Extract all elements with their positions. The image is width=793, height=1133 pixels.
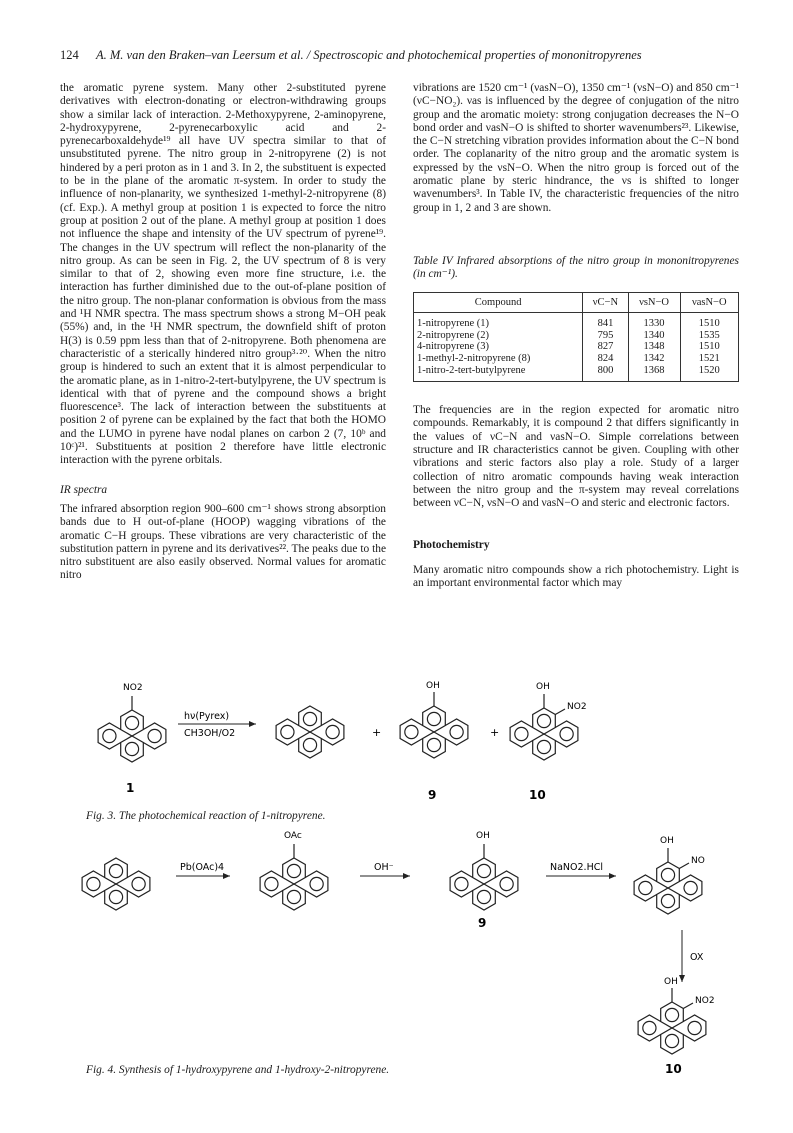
figure-3-caption: Fig. 3. The photochemical reaction of 1-nitropyrene. <box>86 810 326 822</box>
no2-label: NO2 <box>695 996 715 1006</box>
oh-label: OH <box>660 836 674 846</box>
table-row <box>414 330 739 342</box>
header-vcn: νC−N <box>583 292 628 313</box>
cell-vcn: 827 <box>583 341 628 353</box>
oac-label: OAc <box>284 831 302 841</box>
compound-number-9: 9 <box>428 788 437 802</box>
cell-vcn: 800 <box>583 365 628 382</box>
reagent-hv: hν(Pyrex) <box>184 711 230 722</box>
table-row <box>414 365 739 382</box>
running-title: A. M. van den Braken–van Leersum et al. / Spectroscopic and photochemical properties of mononitropyrenes <box>96 48 642 62</box>
cell-vsno: 1330 <box>628 313 680 330</box>
cell-vsno: 1342 <box>628 353 680 365</box>
cell-vcn: 795 <box>583 330 628 342</box>
reagent-nitrite: NaNO2.HCl <box>550 862 603 873</box>
cell-vasno: 1535 <box>680 330 739 342</box>
right-paragraph-1: vibrations are 1520 cm⁻¹ (νasN−O), 1350 cm⁻¹ (νsN−O) and 850 cm⁻¹ (νC−NO₂). νas is influenced by the degree of conjugation of the nitro group and the aromatic moiety: strong conjugation decreases the N−O bond order and νasN−O is shifted to shorter wavenumbers²³. Likewise, the C−N stretching vibration provides information about the C−N bond order. The coplanarity of the nitro group and the aromatic system is expressed by the νsN−O. When the nitro group is forced out of the aromatic plane by steric hindrance, the νs is shifted to longer wavenumbers³. In Table IV, the characteristic frequencies of the nitro group in 1, 2 and 3 are shown. <box>413 82 739 214</box>
cell-vsno: 1340 <box>628 330 680 342</box>
left-column <box>60 82 386 583</box>
no2-label: NO2 <box>123 683 143 693</box>
hydroxypyrene-structure-9 <box>450 858 518 910</box>
right-column <box>413 82 739 590</box>
cell-vasno: 1520 <box>680 365 739 382</box>
reagent-ox: OX <box>690 952 704 963</box>
header-compound: Compound <box>414 292 583 313</box>
substituent-bond <box>555 709 565 715</box>
cell-compound: 2-nitropyrene (2) <box>414 330 583 342</box>
reagent-pboac: Pb(OAc)4 <box>180 862 225 873</box>
compound-number-9: 9 <box>478 916 487 930</box>
compound-number-1: 1 <box>126 781 135 795</box>
compound-number-10: 10 <box>529 788 546 802</box>
acetoxypyrene-structure <box>260 858 328 910</box>
ir-absorption-table <box>413 292 739 383</box>
compound-number-10: 10 <box>665 1062 682 1076</box>
pyrene-structure-1 <box>98 710 166 762</box>
plus-sign: + <box>490 726 500 739</box>
photochemistry-heading: Photochemistry <box>413 538 490 551</box>
no2-label: NO2 <box>567 702 587 712</box>
header-vasno: νasN−O <box>680 292 739 313</box>
cell-compound: 1-methyl-2-nitropyrene (8) <box>414 353 583 365</box>
header-vsno: νsN−O <box>628 292 680 313</box>
page-number: 124 <box>60 48 79 62</box>
reagent-hydroxide: OH⁻ <box>374 862 394 873</box>
pyrene-structure <box>276 706 344 758</box>
no-label: NO <box>691 856 705 866</box>
oh-label: OH <box>664 977 678 987</box>
oh-label: OH <box>536 682 550 692</box>
cell-compound: 1-nitro-2-tert-butylpyrene <box>414 365 583 382</box>
figures-area <box>60 676 740 1096</box>
reaction-schemes <box>60 676 740 1096</box>
cell-vcn: 841 <box>583 313 628 330</box>
cell-vsno: 1368 <box>628 365 680 382</box>
hydroxypyrene-structure-9 <box>400 706 468 758</box>
cell-vcn: 824 <box>583 353 628 365</box>
hydroxynitrosopyrene-structure <box>634 862 702 914</box>
table-row <box>414 341 739 353</box>
pyrene-structure <box>82 858 150 910</box>
table-header-row <box>414 292 739 313</box>
left-paragraph-1: the aromatic pyrene system. Many other 2-substituted pyrene derivatives with electron-donating or electron-withdrawing groups show a similar lack of interaction. 2-Methoxypyrene, 2-aminopyrene, 2-hydroxypyrene, 2-pyrenecarboxylic acid and 2-pyrenecarboxaldehyde¹⁹ all have UV spectra similar to that of unsubstituted pyrene. The nitro group in 2-nitropyrene (2) is not hindered by a peri proton as in 1 and 3. In 2, the substituent is expected to be in the plane of the aromatic π-system. In order to study the influence of non-planarity, we synthesized 1-methyl-2-nitropyrene (8) (cf. Exp.). A methyl group at position 1 is expected to force the nitro group at position 2 out of the plane. A methyl group at position 1 does not influence the shape and intensity of the UV spectrum of pyrene¹⁹. The changes in the UV spectrum will reflect the non-planarity of the nitro group. As can be seen in Fig. 2, the UV spectrum of 8 is very similar to that of 2, showing even more fine structure, i.e. the interaction has further diminished due to the out-of-plane position of the nitro group. The non-planar conformation is obvious from the mass and ¹H NMR spectra. The mass spectrum shows a strong M−OH peak (55%) and, in the ¹H NMR spectrum, the downfield shift of proton H(3) is 0.59 ppm less than that of 2-nitropyrene. Both phenomena are characteristic of a sterically hindered nitro group³·²⁰. When the nitro group is hindered to such an extent that it is almost perpendicular to the aromatic plane, as in 1-nitro-2-tert-butylpyrene, the UV spectrum is identical with that of pyrene and the compound shows a bright fluorescence³. The lack of interaction between the substituents at position 2 of pyrene can be explained by the fact that both the HOMO and the LUMO in pyrene have nodal planes on carbon 2 (7, 10ᵇ and 10ᶜ)²¹. Substituents at position 2 therefore have little electronic interaction with the pyrene orbitals. <box>60 82 386 467</box>
oh-label: OH <box>426 681 440 691</box>
right-paragraph-3: Many aromatic nitro compounds show a rich photochemistry. Light is an important environmental factor which may <box>413 563 739 590</box>
hydroxynitropyrene-structure-10 <box>638 1002 706 1054</box>
running-header <box>60 48 740 63</box>
cell-compound: 4-nitropyrene (3) <box>414 341 583 353</box>
plus-sign: + <box>372 726 382 739</box>
ir-spectra-heading: IR spectra <box>60 483 108 496</box>
right-paragraph-2: The frequencies are in the region expected for aromatic nitro compounds. Remarkably, it is compound 2 that differs significantly in the values of νC−N and νasN−O. Simple correlations between structure and IR characteristics cannot be given. Coupling with other vibrations and steric factors also play a role. Study of a larger collection of nitro aromatic compounds having weak interaction between the nitro group and the π-system may reveal correlations between νC−N, νsN−O and νasN−O and steric and electronic factors. <box>413 404 739 510</box>
reagent-solvent: CH3OH/O2 <box>184 728 236 739</box>
substituent-bond <box>683 1003 693 1009</box>
cell-vasno: 1510 <box>680 341 739 353</box>
cell-compound: 1-nitropyrene (1) <box>414 313 583 330</box>
left-paragraph-2: The infrared absorption region 900–600 cm⁻¹ shows strong absorption bands due to H out-of-plane (HOOP) wagging vibrations of the aromatic C−H groups. These vibrations are very characteristic of the substitution pattern in pyrene and its derivatives²². The peaks due to the nitro substituent are also easily observed. Normal values for aromatic nitro <box>60 502 386 582</box>
table-row <box>414 313 739 330</box>
table-caption: Table IV Infrared absorptions of the nitro group in mononitropyrenes (in cm⁻¹). <box>413 254 739 281</box>
oh-label: OH <box>476 831 490 841</box>
figure-4-caption: Fig. 4. Synthesis of 1-hydroxypyrene and 1-hydroxy-2-nitropyrene. <box>86 1064 390 1076</box>
table-row <box>414 353 739 365</box>
cell-vsno: 1348 <box>628 341 680 353</box>
hydroxynitropyrene-structure-10 <box>510 708 578 760</box>
substituent-bond <box>679 863 689 869</box>
cell-vasno: 1510 <box>680 313 739 330</box>
cell-vasno: 1521 <box>680 353 739 365</box>
